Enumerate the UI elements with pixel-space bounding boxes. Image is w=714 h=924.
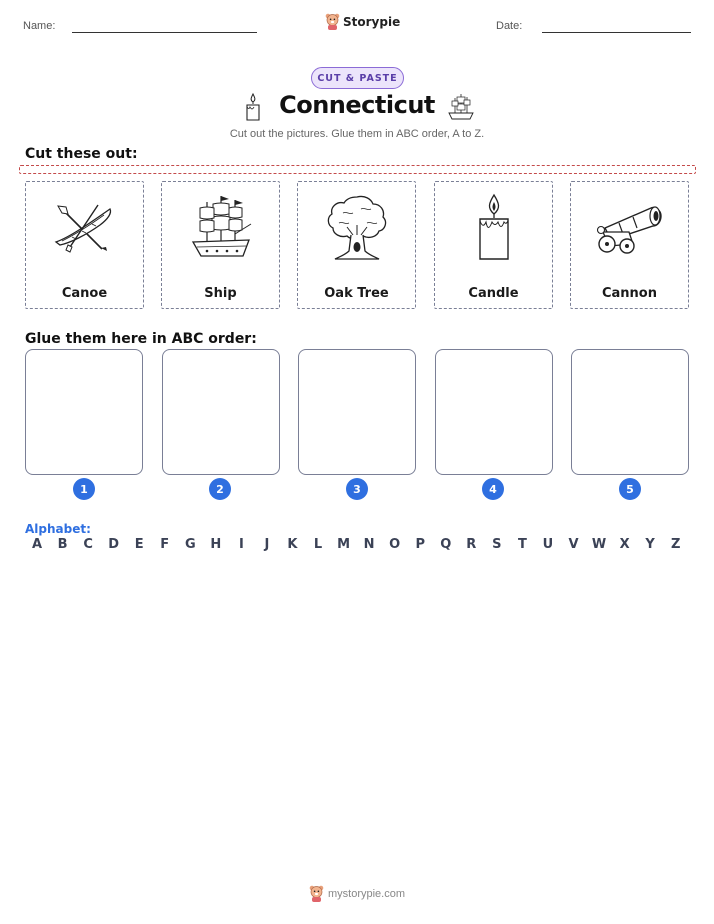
cutout-card-candle[interactable]	[434, 181, 553, 309]
alphabet-letter: H	[210, 537, 222, 552]
alphabet-letter: L	[313, 537, 323, 552]
alphabet-letter: U	[542, 537, 554, 552]
alphabet-letter: B	[57, 537, 68, 552]
alphabet-letter: A	[31, 537, 43, 552]
cannon-icon	[595, 200, 665, 256]
footer	[0, 885, 714, 902]
alphabet-letter: K	[287, 537, 298, 552]
instructions: Cut out the pictures. Glue them in ABC order, A to Z.	[229, 128, 485, 140]
card-label: Canoe	[61, 286, 108, 301]
alphabet-heading: Alphabet:	[25, 522, 91, 536]
alphabet-letter: V	[568, 537, 579, 552]
glue-slot-2[interactable]	[162, 349, 280, 475]
card-label: Cannon	[601, 286, 657, 301]
name-field[interactable]	[72, 32, 257, 33]
slot-number-5: 5	[619, 478, 641, 500]
brand-logo	[325, 13, 400, 30]
alphabet-letter: Y	[645, 537, 655, 552]
ship-icon	[189, 194, 253, 262]
alphabet-letter: C	[83, 537, 93, 552]
alphabet-letter: M	[337, 537, 351, 552]
name-label: Name:	[23, 20, 56, 32]
alphabet-letter: D	[108, 537, 120, 552]
ship-icon	[446, 92, 476, 122]
alphabet-letter: P	[415, 537, 425, 552]
glue-slot-4[interactable]	[435, 349, 553, 475]
cut-heading: Cut these out:	[25, 146, 138, 162]
glue-slot-5[interactable]	[571, 349, 689, 475]
alphabet-letter: S	[492, 537, 502, 552]
cutout-card-cannon[interactable]	[570, 181, 689, 309]
alphabet-letter: F	[160, 537, 170, 552]
cut-line	[19, 165, 696, 174]
oak-tree-icon	[325, 193, 389, 263]
alphabet-letter: N	[363, 537, 375, 552]
card-label: Candle	[468, 286, 519, 301]
alphabet-letter: X	[619, 537, 630, 552]
alphabet-letter: E	[134, 537, 144, 552]
alphabet-letter: J	[264, 537, 270, 552]
footer-url[interactable]: mystorypie.com	[327, 887, 406, 900]
slot-number-4: 4	[482, 478, 504, 500]
date-label: Date:	[496, 20, 523, 32]
card-label: Ship	[204, 286, 237, 301]
alphabet-letter: Q	[440, 537, 452, 552]
slot-number-1: 1	[73, 478, 95, 500]
cutout-card-ship[interactable]	[161, 181, 280, 309]
slot-number-2: 2	[209, 478, 231, 500]
bear-mascot-icon	[325, 13, 340, 30]
candle-icon	[474, 193, 514, 263]
cutout-card-oak-tree[interactable]	[297, 181, 416, 309]
alphabet-letter: G	[184, 537, 196, 552]
card-label: Oak Tree	[324, 286, 389, 301]
alphabet-row	[25, 537, 688, 552]
glue-slot-3[interactable]	[298, 349, 416, 475]
date-field[interactable]	[542, 32, 691, 33]
page-title: Connecticut	[279, 91, 435, 119]
alphabet-letter: T	[517, 537, 527, 552]
glue-slot-1[interactable]	[25, 349, 143, 475]
alphabet-letter: I	[238, 537, 244, 552]
alphabet-letter: Z	[670, 537, 681, 552]
cutout-card-canoe[interactable]	[25, 181, 144, 309]
glue-heading: Glue them here in ABC order:	[25, 331, 257, 347]
brand-name: Storypie	[343, 14, 401, 29]
alphabet-letter: W	[591, 537, 607, 552]
alphabet-letter: R	[466, 537, 477, 552]
alphabet-letter: O	[389, 537, 401, 552]
activity-badge: CUT & PASTE	[311, 67, 404, 89]
canoe-icon	[52, 203, 118, 253]
slot-number-3: 3	[346, 478, 368, 500]
bear-mascot-icon	[309, 885, 324, 902]
